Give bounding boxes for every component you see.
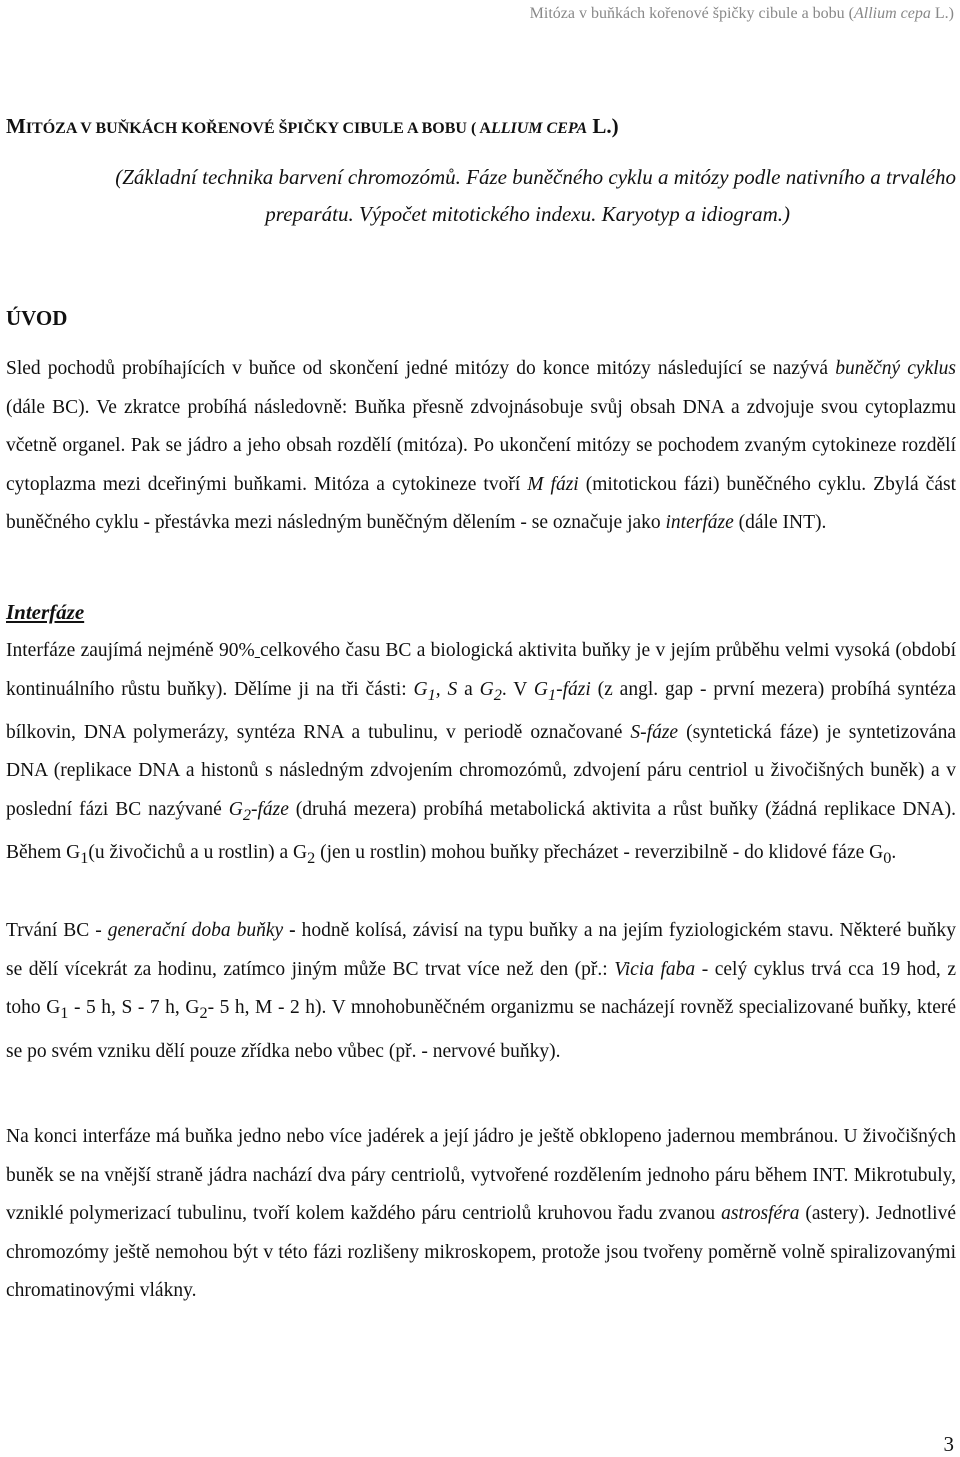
subtitle-line-2: preparátu. Výpočet mitotického indexu. Karyotyp a idiogram.) xyxy=(265,202,790,226)
section-heading-interfaze: Interfáze xyxy=(6,600,85,624)
running-header: Mitóza v buňkách kořenové špičky cibule a bobu (Allium cepa L.) xyxy=(529,5,954,22)
document-title: MITÓZA V BUŇKÁCH KOŘENOVÉ ŠPIČKY CIBULE A BOBU ( ALLIUM CEPA L.) xyxy=(6,114,619,138)
paragraph-uvod: Sled pochodů probíhajících v buňce od skončení jedné mitózy do konce mitózy následující se nazývá buněčný cyklus (dále BC). Ve zkratce probíhá následovně: Buňka přesně zdvojnásobuje svůj obsah DNA a zdvojuje svou cytoplazmu včetně organel. Pak se jádro a jeho obsah rozdělí (mitóza). Po ukončení mitózy se pochodem zvaným cytokineze rozdělí cytoplazma mezi dceřinými buňkami. Mitóza a cytokineze tvoří M fázi (mitotickou fázi) buněčného cyklu. Zbylá část buněčného cyklu - přestávka mezi následným buněčným dělením - se označuje jako interfáze (dále INT). xyxy=(6,358,956,534)
paragraph-interfaze: Interfáze zaujímá nejméně 90% celkového času BC a biologická aktivita buňky je v jejím průběhu velmi vysoká (období kontinuálního růstu buňky). Dělíme ji na tři části: $G_1$, S a $G_2$. V $G_1$-fázi (z angl. gap - první mezera) probíhá syntéza bílkovin, DNA polymerázy, syntéza RNA a tubulinu, v periodě označované S-fáze (syntetická fáze) je syntetizována DNA (replikace DNA a histonů s následným zdvojením chromozómů, zdvojení páru centriol u živočišných buněk) a v poslední fázi BC nazývané $G_2$-fáze (druhá mezera) probíhá metabolická aktivita a růst buňky (žádná replikace DNA). Během $G_1(u$ živočichů a u rostlin) a $G_2$ (jen u rostlin) mohou buňky přecházet - reverzibilně - do klidové fáze $G_0$. xyxy=(6,640,957,868)
subtitle-line-1: (Základní technika barvení chromozómů. Fáze buněčného cyklu a mitózy podle nativního a trvalého xyxy=(115,165,956,189)
section-heading-uvod: ÚVOD xyxy=(6,306,68,330)
page-number: 3 xyxy=(943,1432,954,1456)
paragraph-trvani-bc: Trvání BC - generační doba buňky - hodně kolísá, závisí na typu buňky a na jejím fyziologickém stavu. Některé buňky se dělí vícekrát za hodinu, zatímco jiným může BC trvat více než den (př.: Vicia faba - celý cyklus trvá cca 19 hod, z toho $G_1 - 5$ h, S - 7 h, $G_2-$ 5 h, M - 2 h). V mnohobuněčném organizmu se nacházejí rovněž specializované buňky, které se po svém vzniku dělí pouze zřídka nebo vůbec (př. - nervové buňky). xyxy=(6,920,957,1062)
paragraph-konec-interfaze: Na konci interfáze má buňka jedno nebo více jadérek a její jádro je ještě obklopeno jadernou membránou. U živočišných buněk se na vnější straně jádra nachází dva páry centriolů, vytvořené rozdělením jednoho páru během INT. Mikrotubuly, vzniklé polymerizací tubulinu, tvoří kolem každého páru centriolů kruhovou řadu zvanou astrosféra (astery). Jednotlivé chromozómy ještě nemohou být v této fázi rozlišeny mikroskopem, protože jsou tvořeny poměrně volně spiralizovanými chromatinovými vlákny. xyxy=(6,1126,956,1302)
